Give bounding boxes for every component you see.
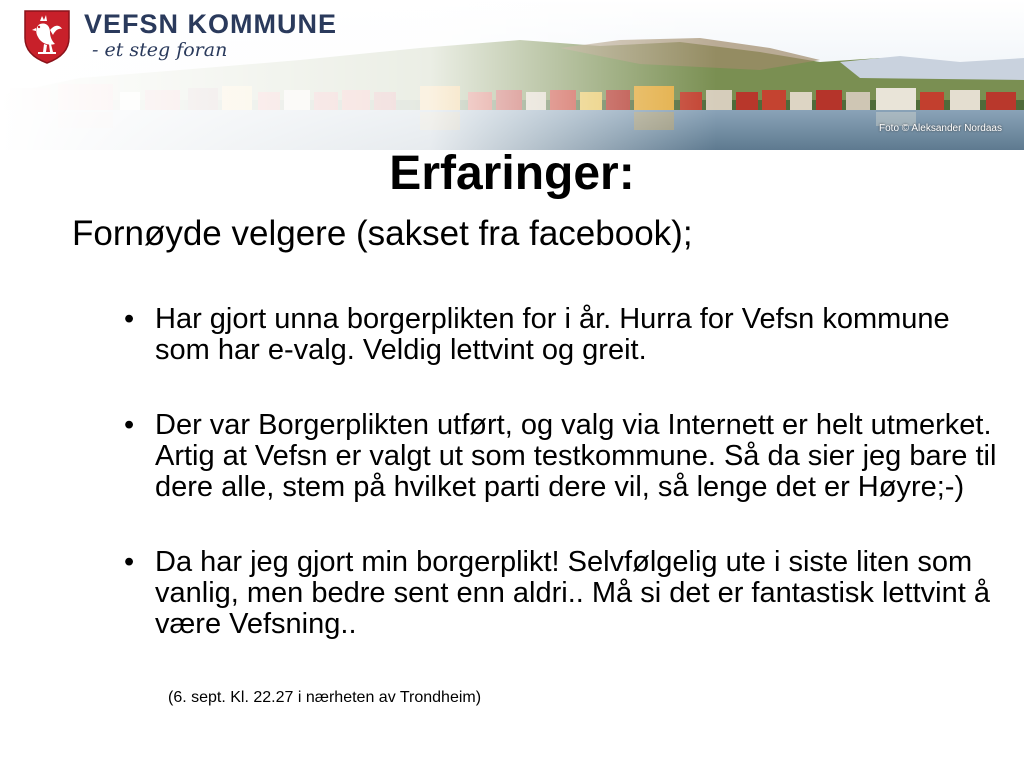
quote-text: Der var Borgerplikten utført, og valg via Internett er helt utmerket. Artig at Vefsn er valgt ut som testkommune. Så da sier jeg bare til dere alle, stem på hvilket parti dere vil, så lenge det er Høyre;-) [155, 409, 997, 503]
organization-tagline: - et steg foran [92, 39, 228, 61]
photo-credit: Foto © Aleksander Nordaas [879, 123, 1002, 134]
quote-text: Da har jeg gjort min borgerplikt! Selvfølgelig ute i siste liten som vanlig, men bedre sent enn aldri.. Må si det er fantastisk lettvint å være Vefsning.. [155, 546, 990, 640]
rooster-shield-icon [22, 8, 72, 64]
timestamp-note: (6. sept. Kl. 22.27 i nærheten av Trondheim) [168, 689, 482, 706]
organization-name: VEFSN KOMMUNE [84, 9, 338, 39]
municipality-logo [22, 8, 337, 64]
slide-title: Erfaringer: [389, 147, 635, 200]
list-item [120, 547, 1010, 640]
quote-text: Har gjort unna borgerplikten for i år. Hurra for Vefsn kommune som har e-valg. Veldig lettvint og greit. [155, 303, 950, 366]
list-item [120, 304, 1010, 366]
header-banner [0, 0, 1024, 150]
bullet-icon: • [124, 546, 135, 578]
list-item [120, 410, 1010, 503]
bullet-icon: • [124, 409, 135, 441]
quote-list [120, 304, 1010, 640]
slide-subtitle: Fornøyde velgere (sakset fra facebook); [72, 214, 693, 253]
bullet-icon: • [124, 303, 135, 335]
